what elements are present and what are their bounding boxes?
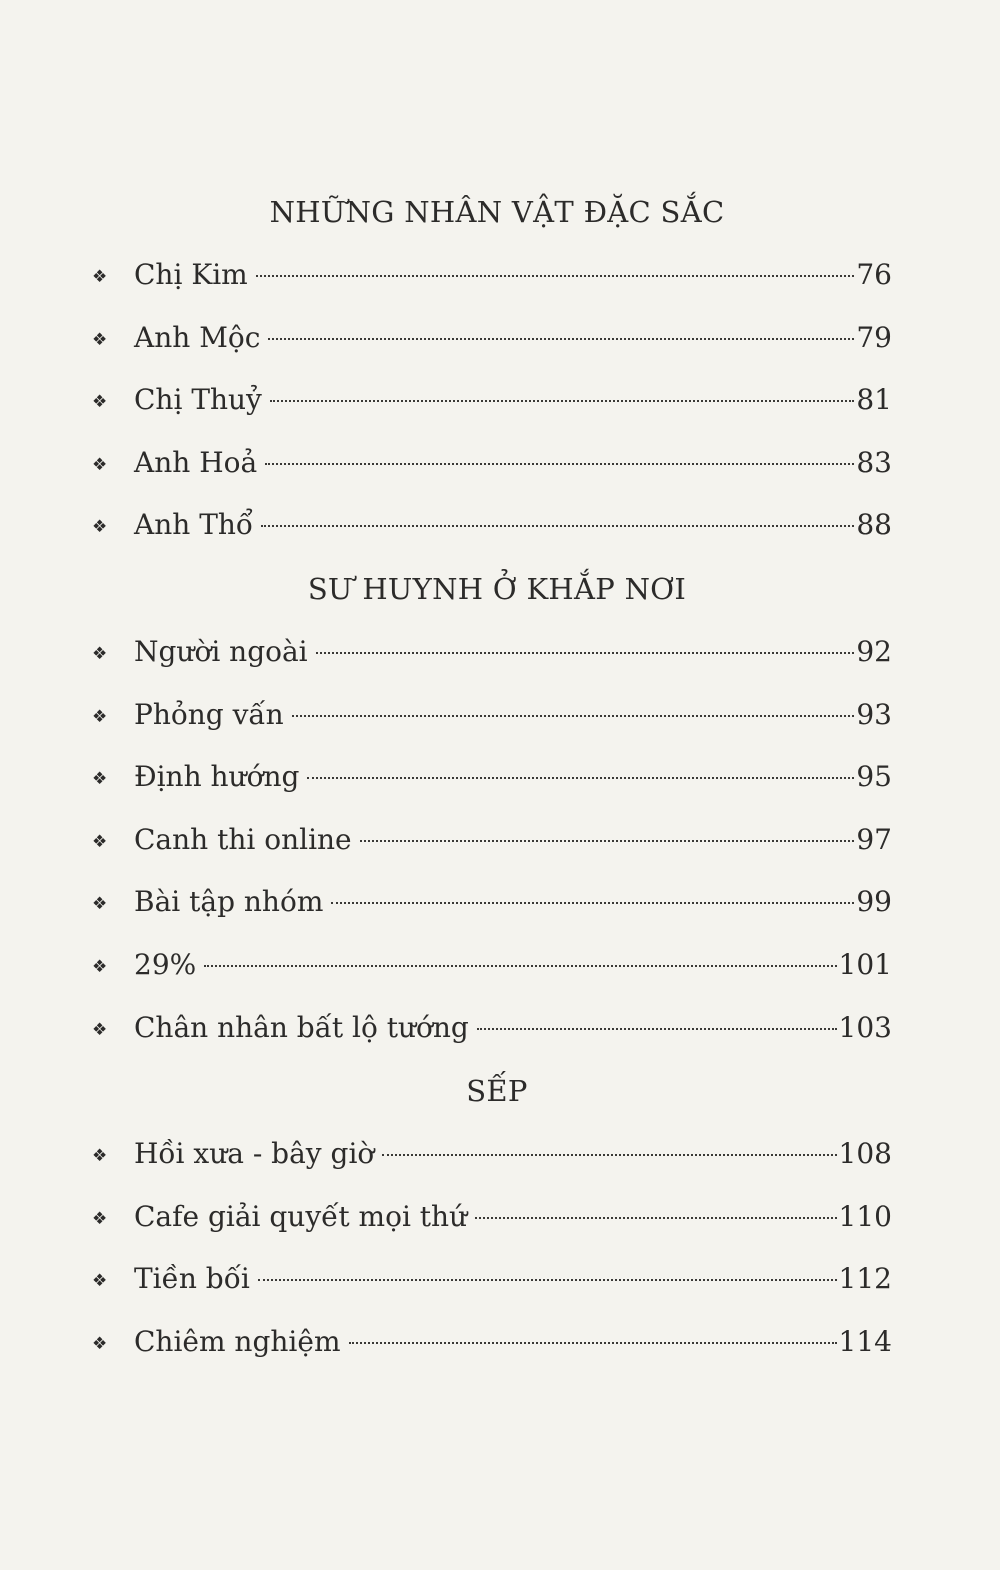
toc-entry[interactable] [92,684,892,747]
diamond-bullet-icon: ❖ [92,1271,108,1292]
toc-page-number: 97 [856,822,892,856]
dot-leader [360,840,855,842]
toc-entry-title: Chiêm nghiệm [134,1324,341,1358]
diamond-bullet-icon: ❖ [92,454,108,475]
diamond-bullet-icon: ❖ [92,517,108,538]
toc-entry[interactable] [92,934,892,997]
dot-leader [292,715,855,717]
toc-entry[interactable] [92,369,892,432]
dot-leader [349,1342,837,1344]
toc-entry[interactable] [92,307,892,370]
diamond-bullet-icon: ❖ [92,1333,108,1354]
diamond-bullet-icon: ❖ [92,1208,108,1229]
dot-leader [331,902,854,904]
toc-entry-title: Tiền bối [134,1262,250,1296]
toc-page-number: 88 [856,508,892,542]
toc-page-number: 112 [838,1262,892,1296]
toc-entry[interactable] [92,621,892,684]
toc-entry[interactable] [92,494,892,557]
toc-page-number: 81 [856,383,892,417]
toc-entry-title: Định hướng [134,760,300,794]
toc-page-number: 103 [838,1010,892,1044]
toc-entry-title: Anh Thổ [134,508,254,542]
dot-leader [382,1154,836,1156]
toc-page-number: 99 [856,885,892,919]
toc-entry[interactable] [92,1186,892,1249]
toc-entry[interactable] [92,746,892,809]
toc-entry-title: Cafe giải quyết mọi thứ [134,1199,468,1233]
diamond-bullet-icon: ❖ [92,831,108,852]
toc-entry-title: 29% [134,947,197,981]
toc-page-number: 101 [838,947,892,981]
diamond-bullet-icon: ❖ [92,267,108,287]
toc-entry-title: Anh Hoả [134,445,258,479]
toc-entry-title: Người ngoài [134,634,308,668]
dot-leader [270,400,854,402]
toc-page-number: 110 [838,1199,892,1233]
toc-entry[interactable] [92,809,892,872]
diamond-bullet-icon: ❖ [92,956,108,977]
toc-entry-title: Hồi xưa - bây giờ [134,1137,375,1171]
toc-page-number: 79 [856,320,892,354]
diamond-bullet-icon: ❖ [92,1019,108,1040]
diamond-bullet-icon: ❖ [92,706,108,727]
diamond-bullet-icon: ❖ [92,329,108,350]
dot-leader [258,1279,837,1281]
toc-page-number: 108 [838,1137,892,1171]
toc-page-number: 114 [838,1324,892,1358]
dot-leader [204,965,836,967]
toc-page-number: 83 [856,445,892,479]
toc-entry[interactable] [92,1248,892,1311]
dot-leader [261,525,854,527]
toc-entry-title: Chân nhân bất lộ tướng [134,1010,469,1044]
section-heading: NHỮNG NHÂN VẬT ĐẶC SẮC [269,195,725,229]
dot-leader [307,777,854,779]
diamond-bullet-icon: ❖ [92,769,108,790]
section-heading: SƯ HUYNH Ở KHẮP NƠI [307,571,687,606]
dot-leader [477,1028,837,1030]
toc-page-number: 92 [856,634,892,668]
toc-entry[interactable] [92,1311,892,1374]
toc-entry[interactable] [92,871,892,934]
toc-entry[interactable] [92,244,892,307]
diamond-bullet-icon: ❖ [92,1146,108,1167]
dot-leader [268,338,854,340]
dot-leader [265,463,854,465]
table-of-contents [92,180,892,1374]
toc-page-number: 95 [856,760,892,794]
toc-entry[interactable] [92,432,892,495]
diamond-bullet-icon: ❖ [92,643,108,664]
toc-entry-title: Chị Kim [134,258,248,291]
toc-entry-title: Bài tập nhóm [134,885,324,919]
dot-leader [475,1217,836,1219]
toc-entry-title: Chị Thuỷ [134,383,262,417]
diamond-bullet-icon: ❖ [92,894,108,915]
toc-entry[interactable] [92,997,892,1060]
dot-leader [316,652,855,654]
diamond-bullet-icon: ❖ [92,392,108,413]
toc-entry-title: Anh Mộc [134,320,261,354]
toc-page-number: 93 [856,697,892,731]
toc-entry-title: Phỏng vấn [134,697,284,731]
toc-entry-title: Canh thi online [134,822,352,856]
toc-entry[interactable] [92,1123,892,1186]
section-heading: SẾP [466,1074,528,1109]
dot-leader [256,275,855,277]
toc-page-number: 76 [856,258,892,291]
